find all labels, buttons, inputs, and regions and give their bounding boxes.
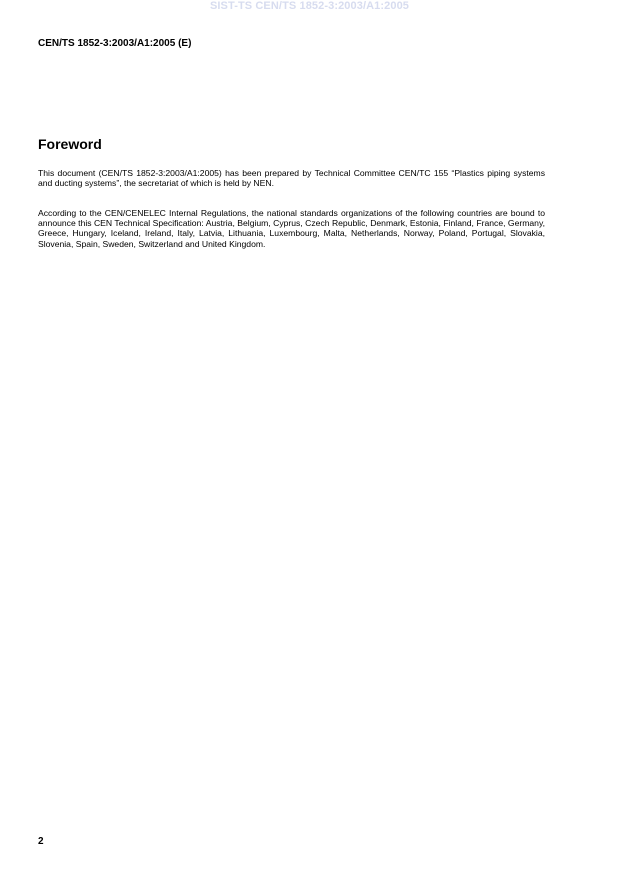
- foreword-paragraph-2: According to the CEN/CENELEC Internal Regulations, the national standards organizations of the following countries are bound to announce this CEN Technical Specification: Austria, Belgium, Cyprus, Czech Republic, Denmark, Estonia, Finland, France, Germany, Greece, Hungary, Iceland, Ireland, Italy, Latvia, Lithuania, Luxembourg, Malta, Netherlands, Norway, Poland, Portugal, Slovakia, Slovenia, Spain, Sweden, Switzerland and United Kingdom.: [38, 208, 545, 249]
- section-heading: Foreword: [38, 136, 102, 152]
- page-number: 2: [38, 836, 44, 847]
- document-reference: CEN/TS 1852-3:2003/A1:2005 (E): [38, 38, 192, 49]
- foreword-paragraph-1: This document (CEN/TS 1852-3:2003/A1:2005) has been prepared by Technical Committee CEN/TC 155 “Plastics piping systems and ducting systems”, the secretariat of which is held by NEN.: [38, 168, 545, 189]
- watermark-text: SIST-TS CEN/TS 1852-3:2003/A1:2005: [209, 0, 410, 12]
